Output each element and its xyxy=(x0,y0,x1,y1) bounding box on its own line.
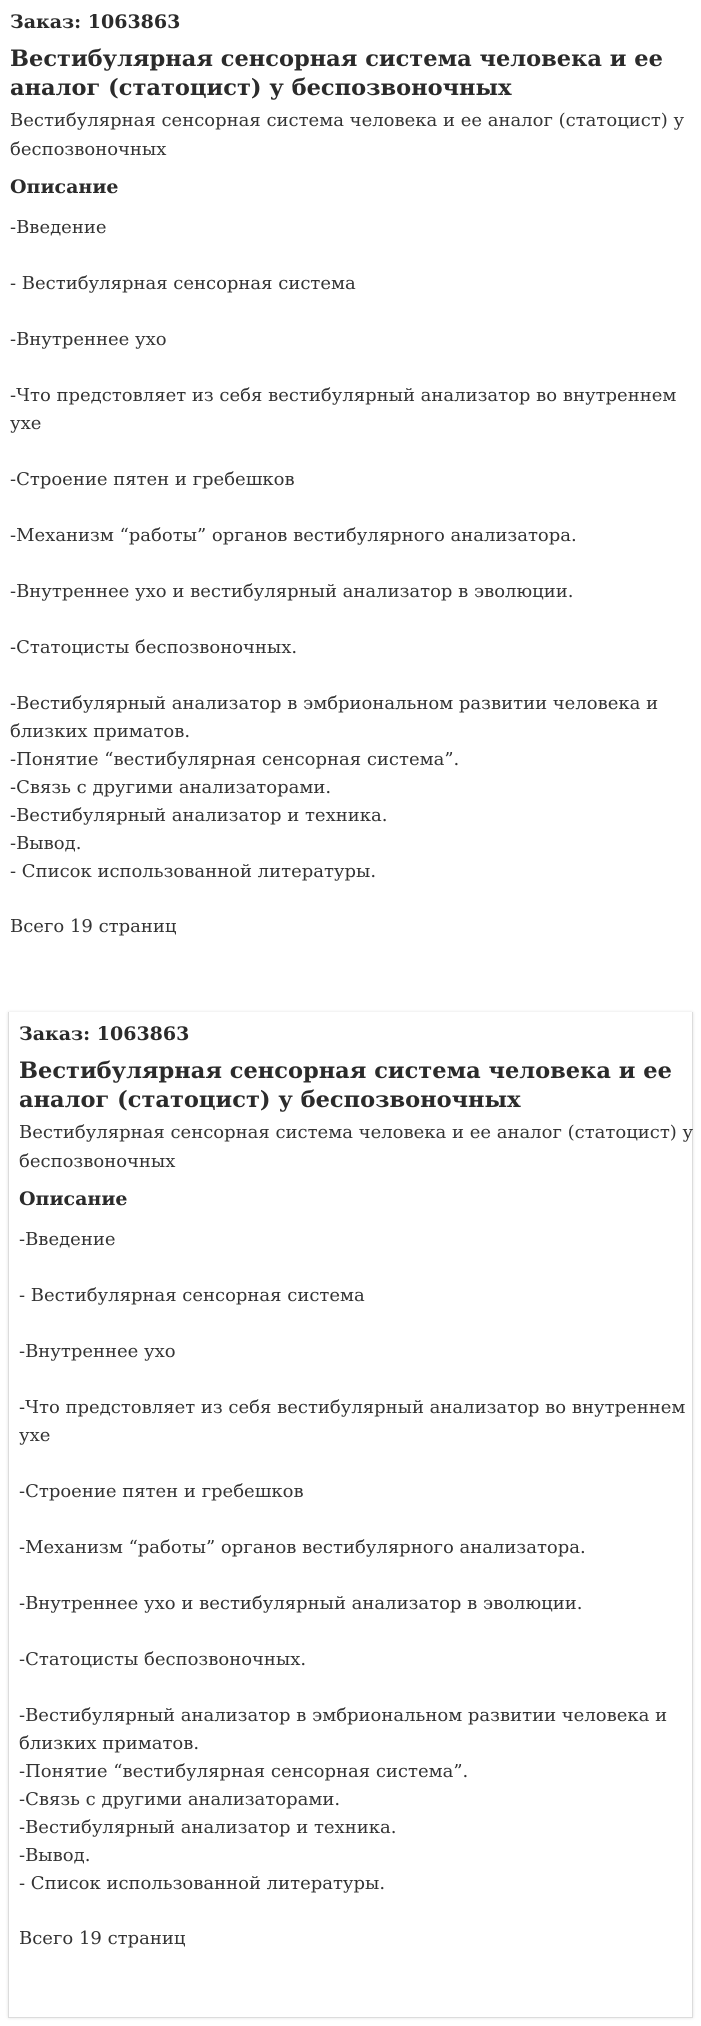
list-item: -Вестибулярный анализатор в эмбриональном развитии человека и близких приматов. xyxy=(10,693,659,742)
description-heading: Описание xyxy=(19,1188,128,1210)
order-number: Заказ: 1063863 xyxy=(10,11,181,33)
list-item: -Вестибулярный анализатор в эмбриональном развитии человека и близких приматов. xyxy=(19,1705,668,1754)
list-item: -Внутреннее ухо и вестибулярный анализатор в эволюции. xyxy=(19,1593,583,1614)
list-item: -Понятие “вестибулярная сенсорная система”. xyxy=(19,1761,469,1782)
order-title: Вестибулярная сенсорная система человека и ее аналог (статоцист) у беспозвоночных xyxy=(19,1058,672,1113)
list-item: -Вывод. xyxy=(10,833,82,854)
list-item: - Вестибулярная сенсорная система xyxy=(19,1285,365,1306)
list-item: -Связь с другими анализаторами. xyxy=(10,777,332,798)
list-item: -Вестибулярный анализатор и техника. xyxy=(10,805,388,826)
list-item: -Статоцисты беспозвоночных. xyxy=(19,1649,307,1670)
list-item: -Механизм “работы” органов вестибулярного анализатора. xyxy=(19,1537,586,1558)
order-subtitle: Вестибулярная сенсорная система человека и ее аналог (статоцист) у беспозвоночных xyxy=(19,1122,694,1172)
order-number: Заказ: 1063863 xyxy=(19,1023,190,1045)
order-card xyxy=(0,0,701,1005)
description-heading: Описание xyxy=(10,176,119,198)
description-list xyxy=(10,214,690,886)
total-pages: Всего 19 страниц xyxy=(10,916,177,937)
list-item: -Механизм “работы” органов вестибулярного анализатора. xyxy=(10,525,577,546)
description-list xyxy=(19,1226,699,1898)
order-title: Вестибулярная сенсорная система человека и ее аналог (статоцист) у беспозвоночных xyxy=(10,46,663,101)
list-item: -Что предстовляет из себя вестибулярный анализатор во внутреннем ухе xyxy=(10,385,677,434)
list-item: -Внутреннее ухо и вестибулярный анализатор в эволюции. xyxy=(10,581,574,602)
list-item: -Строение пятен и гребешков xyxy=(10,469,295,490)
list-item: - Вестибулярная сенсорная система xyxy=(10,273,356,294)
list-item: -Понятие “вестибулярная сенсорная система”. xyxy=(10,749,460,770)
list-item: -Вывод. xyxy=(19,1845,91,1866)
total-pages: Всего 19 страниц xyxy=(19,1928,186,1949)
list-item: -Строение пятен и гребешков xyxy=(19,1481,304,1502)
list-item: -Введение xyxy=(19,1229,116,1250)
list-item: - Список использованной литературы. xyxy=(10,861,377,882)
list-item: - Список использованной литературы. xyxy=(19,1873,386,1894)
order-card xyxy=(8,1012,693,2018)
list-item: -Связь с другими анализаторами. xyxy=(19,1789,341,1810)
list-item: -Статоцисты беспозвоночных. xyxy=(10,637,298,658)
list-item: -Внутреннее ухо xyxy=(10,329,167,350)
list-item: -Внутреннее ухо xyxy=(19,1341,176,1362)
list-item: -Введение xyxy=(10,217,107,238)
order-subtitle: Вестибулярная сенсорная система человека и ее аналог (статоцист) у беспозвоночных xyxy=(10,110,685,160)
list-item: -Что предстовляет из себя вестибулярный анализатор во внутреннем ухе xyxy=(19,1397,686,1446)
list-item: -Вестибулярный анализатор и техника. xyxy=(19,1817,397,1838)
